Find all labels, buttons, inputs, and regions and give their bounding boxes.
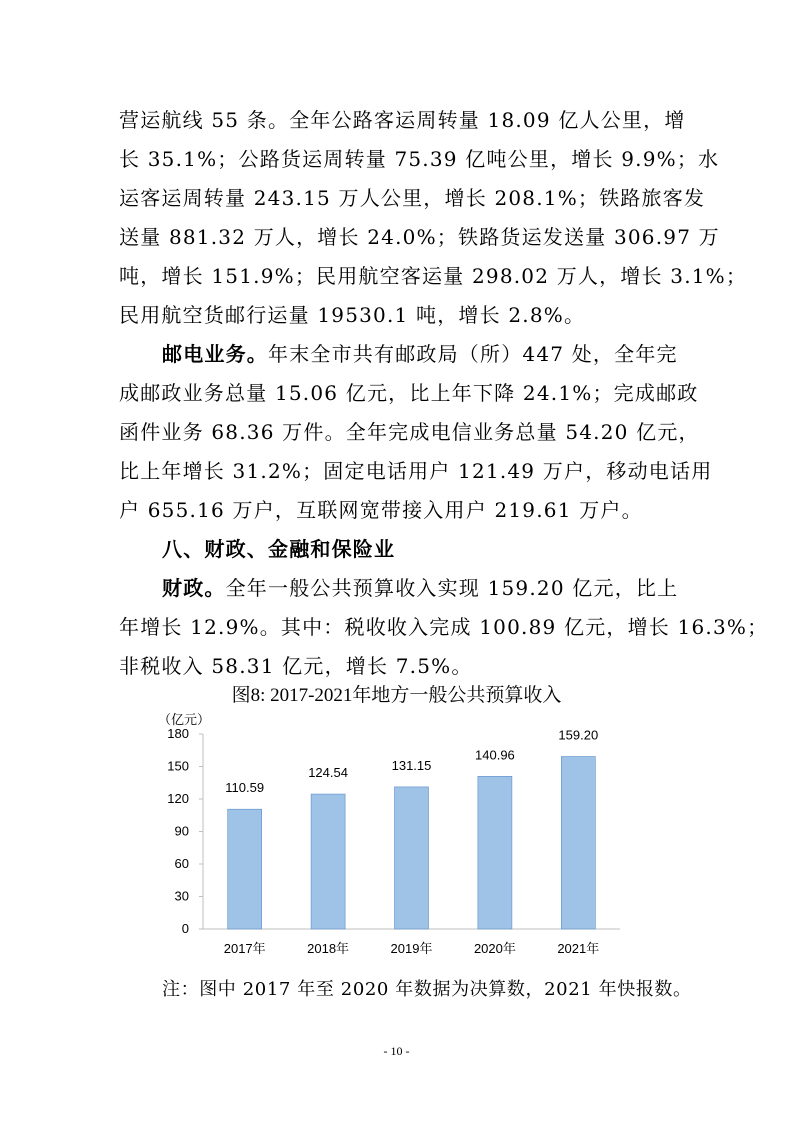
chart-title: 图8: 2017-2021年地方一般公共预算收入 bbox=[231, 685, 562, 706]
postal-first-rest: 年末全市共有邮政局（所）447 处，全年完 bbox=[268, 342, 678, 366]
transport-line-2: 长 35.1%；公路货运周转量 75.39 亿吨公里，增长 9.9%；水 bbox=[119, 147, 720, 171]
value-label: 110.59 bbox=[225, 780, 265, 796]
x-tick-label: 2020年 bbox=[473, 941, 516, 956]
finance-line-3: 非税收入 58.31 亿元，增长 7.5%。 bbox=[119, 654, 473, 678]
bar-2017年 bbox=[228, 809, 262, 929]
y-tick-labels bbox=[167, 726, 203, 936]
finance-line-2: 年增长 12.9%。其中：税收收入完成 100.89 亿元，增长 16.3%； bbox=[119, 615, 769, 639]
finance-first-rest: 全年一般公共预算收入实现 159.20 亿元，比上 bbox=[225, 576, 679, 600]
finance-lead: 财政。 bbox=[162, 576, 226, 600]
y-tick-label: 180 bbox=[167, 726, 189, 741]
transport-line-3: 运客运周转量 243.15 万人公里，增长 208.1%；铁路旅客发 bbox=[119, 186, 706, 210]
postal-line-5: 户 655.16 万户，互联网宽带接入用户 219.61 万户。 bbox=[119, 498, 643, 522]
transport-line-5: 吨，增长 151.9%；民用航空客运量 298.02 万人，增长 3.1%； bbox=[119, 264, 748, 288]
postal-line-2: 成邮政业务总量 15.06 亿元，比上年下降 24.1%；完成邮政 bbox=[119, 381, 699, 405]
transport-line-6: 民用航空货邮行运量 19530.1 吨，增长 2.8%。 bbox=[119, 303, 586, 327]
x-tick-label: 2019年 bbox=[390, 941, 433, 956]
x-tick-labels bbox=[224, 941, 600, 956]
y-tick-label: 90 bbox=[174, 823, 189, 839]
chart-note: 注：图中 2017 年至 2020 年数据为决算数，2021 年快报数。 bbox=[162, 979, 692, 1000]
bar-2020年 bbox=[478, 776, 512, 929]
transport-line-1: 营运航线 55 条。全年公路客运周转量 18.09 亿人公里，增 bbox=[119, 108, 686, 132]
value-labels bbox=[225, 728, 598, 796]
transport-line-4: 送量 881.32 万人，增长 24.0%；铁路货运发送量 306.97 万 bbox=[119, 225, 720, 249]
y-tick-label: 120 bbox=[167, 791, 189, 806]
bars bbox=[228, 757, 596, 929]
y-tick-label: 150 bbox=[167, 758, 189, 774]
y-tick-label: 30 bbox=[174, 888, 189, 904]
postal-lead: 邮电业务。 bbox=[162, 342, 268, 366]
value-label: 140.96 bbox=[475, 747, 515, 763]
value-label: 131.15 bbox=[391, 757, 432, 773]
x-tick-label: 2018年 bbox=[307, 941, 350, 956]
bar-chart bbox=[150, 710, 630, 968]
value-label: 124.54 bbox=[308, 765, 348, 781]
postal-line-3: 函件业务 68.36 万件。全年完成电信业务总量 54.20 亿元， bbox=[119, 420, 700, 444]
bar-2019年 bbox=[395, 787, 429, 929]
value-label: 159.20 bbox=[558, 727, 599, 743]
page-number: - 10 - bbox=[383, 1044, 410, 1058]
chart-svg bbox=[150, 710, 630, 968]
bar-2021年 bbox=[561, 757, 595, 929]
finance-line-1 bbox=[162, 576, 679, 600]
y-tick-label: 0 bbox=[181, 921, 189, 936]
y-tick-label: 60 bbox=[174, 856, 189, 871]
bar-2018年 bbox=[311, 794, 345, 929]
x-tick-label: 2017年 bbox=[223, 941, 266, 956]
section-heading: 八、财政、金融和保险业 bbox=[162, 537, 396, 561]
postal-line-4: 比上年增长 31.2%；固定电话用户 121.49 万户，移动电话用 bbox=[119, 459, 713, 483]
y-axis-unit-label: （亿元） bbox=[158, 713, 211, 728]
x-tick-label: 2021年 bbox=[557, 941, 600, 956]
postal-line-1 bbox=[162, 342, 678, 366]
